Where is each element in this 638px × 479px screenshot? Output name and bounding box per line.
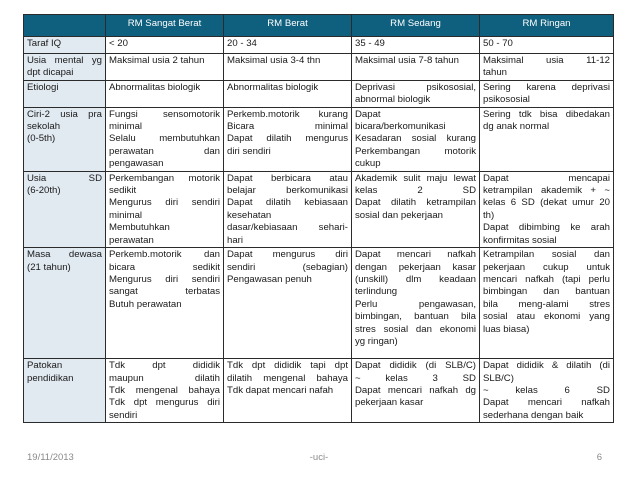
cell-rm-berat (224, 80, 352, 107)
cell-line: sosial dan pekerjaan (355, 209, 444, 221)
cell-line: sosial atau ekonomi yang (483, 311, 610, 323)
row-label (24, 171, 106, 247)
cell-line: Maksimal usia 2 tahun (109, 55, 205, 66)
cell-line: dg anak normal (483, 121, 550, 133)
header-rm-berat: RM Berat (224, 15, 352, 37)
table-row (24, 107, 614, 171)
cell-line: dengan pekerjaan kasar (355, 261, 476, 273)
cell-line: sekolah (27, 121, 61, 133)
cell-rm-sangat-berat (106, 107, 224, 171)
cell-line: perawatan dan (109, 145, 220, 157)
cell-line: Maksimal usia 7-8 tahun (355, 55, 459, 66)
row-label (24, 359, 106, 423)
cell-line: Dapat dididik & dilatih (di (483, 360, 610, 372)
cell-line: Dapat mencari nafkah (483, 397, 610, 409)
cell-line: 35 - 49 (355, 38, 385, 49)
cell-line: Ketrampilan sosial dan (483, 249, 610, 261)
cell-line: Tdk dpt mengurus diri (109, 397, 220, 409)
table-row (24, 171, 614, 247)
cell-rm-sedang (352, 80, 480, 107)
cell-line: minimal (109, 209, 143, 221)
cell-line: 50 - 70 (483, 38, 513, 49)
cell-rm-sangat-berat (106, 248, 224, 359)
cell-line: Perkembangan motorik (355, 145, 476, 157)
cell-line: dilatih mengenal bahaya (227, 372, 348, 384)
cell-line: hari (227, 234, 243, 246)
cell-line: Butuh perawatan (109, 298, 182, 310)
cell-line: Sering tdk bisa dibedakan (483, 108, 610, 120)
row-label (24, 107, 106, 171)
table-row (24, 54, 614, 81)
row-label (24, 80, 106, 107)
cell-line: Perkemb.motorik dan (109, 249, 220, 261)
cell-line: Dapat dilatih ketrampilan (355, 197, 476, 209)
cell-line: kelas 2 SD (355, 185, 476, 197)
cell-line: (0-5th) (27, 133, 56, 145)
cell-line: pendidikan (27, 372, 74, 384)
cell-line: Tdk dpt dididik (109, 360, 220, 372)
cell-line: Masa dewasa (27, 249, 102, 261)
cell-line: 20 - 34 (227, 38, 257, 49)
cell-line: Maksimal usia 11-12 (483, 55, 610, 66)
cell-line: Dapat mencari nafkah (355, 249, 476, 261)
cell-line: sederhana dengan baik (483, 409, 584, 421)
cell-rm-sedang (352, 171, 480, 247)
cell-line: sendiri (sebagian) (227, 261, 348, 273)
cell-rm-sedang (352, 54, 480, 81)
footer-date: 19/11/2013 (27, 452, 74, 463)
cell-line: pekerjaan kasar (355, 397, 424, 409)
table-row (24, 359, 614, 423)
cell-line: pekerjaan cukup untuk (483, 261, 610, 273)
cell-line: SLB/C) (483, 372, 514, 384)
cell-line: tahun (483, 67, 508, 79)
cell-rm-ringan (480, 37, 614, 54)
cell-rm-berat (224, 171, 352, 247)
cell-line: Tdk dapat mencari nafah (227, 384, 334, 396)
cell-line: Kesadaran sosial kurang (355, 133, 476, 145)
cell-line: dasar/kebiasaan sehari- (227, 222, 348, 234)
cell-line: bicara sedikit (109, 261, 220, 273)
cell-rm-berat (224, 107, 352, 171)
cell-line: perawatan (109, 234, 154, 246)
cell-rm-berat (224, 37, 352, 54)
cell-line: (6-20th) (27, 185, 61, 197)
cell-line: luas biasa) (483, 323, 530, 335)
cell-line: pengawasan (109, 158, 164, 170)
cell-line: Dapat dilatih kebiasaan (227, 197, 348, 209)
cell-line: Mengurus diri sendiri (109, 273, 220, 285)
cell-line: maupun dilatih (109, 372, 220, 384)
cell-line: kelas 6 SD (dekat umur 20 (483, 197, 610, 209)
cell-line: Perlu pengawasan, (355, 298, 476, 310)
cell-line: Deprivasi psikososial, (355, 81, 476, 93)
cell-rm-sedang (352, 248, 480, 359)
cell-line: ~ kelas 6 SD (483, 384, 610, 396)
header-corner (24, 15, 106, 37)
cell-rm-ringan (480, 171, 614, 247)
cell-rm-ringan (480, 248, 614, 359)
cell-line: minimal (109, 121, 143, 133)
cell-line: Dapat dibimbing ke arah (483, 222, 610, 234)
cell-line: th) (483, 209, 495, 221)
cell-line: terlindung (355, 286, 398, 298)
cell-line: Dapat berbicara atau (227, 172, 348, 184)
cell-rm-sangat-berat (106, 37, 224, 54)
cell-line: sendiri (109, 409, 138, 421)
cell-line: Membutuhkan (109, 222, 170, 234)
cell-rm-ringan (480, 80, 614, 107)
cell-line: Tdk mengenal bahaya (109, 384, 220, 396)
cell-line: stres sosial dan ekonomi (355, 323, 476, 335)
cell-line: (unskill) dlm keadaan (355, 273, 476, 285)
cell-rm-sedang (352, 107, 480, 171)
cell-rm-sangat-berat (106, 359, 224, 423)
cell-line: Sering karena deprivasi (483, 81, 610, 93)
cell-line: bila meng-alami stres (483, 298, 610, 310)
cell-rm-berat (224, 54, 352, 81)
row-label (24, 54, 106, 81)
cell-rm-sangat-berat (106, 80, 224, 107)
cell-line: Mengurus diri sendiri (109, 197, 220, 209)
cell-line: mencari nafkah (tapi perlu (483, 273, 610, 285)
cell-line: sedikit (109, 185, 137, 197)
cell-rm-sedang (352, 37, 480, 54)
cell-line: Dapat mencari nafkah dg (355, 384, 476, 396)
cell-line: Perkembangan motorik (109, 172, 220, 184)
cell-line: Tdk dpt dididik tapi dpt (227, 360, 348, 372)
slide-footer (0, 452, 638, 468)
cell-line: abnormal biologik (355, 94, 431, 106)
table-row (24, 248, 614, 359)
cell-line: Patokan (27, 360, 63, 372)
table-header-row (24, 15, 614, 37)
cell-rm-ringan (480, 107, 614, 171)
cell-line: sangat terbatas (109, 286, 220, 298)
cell-line: Etiologi (27, 81, 59, 93)
cell-line: Abnormalitas biologik (109, 81, 201, 93)
cell-rm-sangat-berat (106, 54, 224, 81)
cell-line: kesehatan (227, 209, 272, 221)
cell-line: Dapat dididik (di SLB/C) (355, 360, 476, 372)
cell-line: Fungsi sensomotorik (109, 108, 220, 120)
cell-line: Usia SD (27, 172, 102, 184)
cell-line: konfirmitas sosial (483, 234, 557, 246)
comparison-table (23, 14, 614, 423)
cell-line: ~ kelas 3 SD (355, 372, 476, 384)
cell-line: psikososial (483, 94, 530, 106)
header-rm-sedang: RM Sedang (352, 15, 480, 37)
cell-line: (21 tahun) (27, 261, 71, 273)
header-rm-sangat-berat: RM Sangat Berat (106, 15, 224, 37)
cell-rm-sedang (352, 359, 480, 423)
cell-line: diri sendiri (227, 145, 271, 157)
cell-line: Maksimal usia 3-4 thn (227, 55, 321, 66)
cell-line: bimbingan dan bantuan (483, 286, 610, 298)
row-label (24, 37, 106, 54)
cell-line: Taraf IQ (27, 38, 62, 49)
table-row (24, 37, 614, 54)
cell-rm-berat (224, 248, 352, 359)
cell-line: Ciri-2 usia pra (27, 108, 102, 120)
table-body (24, 37, 614, 423)
cell-line: Akademik sulit maju lewat (355, 172, 476, 184)
cell-line: bicara/berkomunikasi (355, 121, 446, 133)
cell-line: ketrampilan akademik + ~ (483, 185, 610, 197)
cell-line: bimbingan, bantuan bila (355, 311, 476, 323)
row-label (24, 248, 106, 359)
cell-line: yg ringan) (355, 335, 398, 347)
cell-line: Dapat (355, 108, 381, 120)
cell-rm-sangat-berat (106, 171, 224, 247)
cell-line: Abnormalitas biologik (227, 81, 319, 93)
cell-line: Selalu membutuhkan (109, 133, 220, 145)
cell-line: belajar berkomunikasi (227, 185, 348, 197)
cell-line: Bicara minimal (227, 121, 348, 133)
cell-line: Dapat dilatih mengurus (227, 133, 348, 145)
cell-line: Pengawasan penuh (227, 273, 312, 285)
cell-rm-ringan (480, 54, 614, 81)
cell-line: dpt dicapai (27, 67, 74, 79)
cell-line: cukup (355, 158, 381, 170)
cell-line: Dapat mengurus diri (227, 249, 348, 261)
footer-author: -uci- (309, 452, 329, 463)
header-rm-ringan: RM Ringan (480, 15, 614, 37)
cell-line: < 20 (109, 38, 128, 49)
cell-line: Dapat mencapai (483, 172, 610, 184)
page-number: 6 (596, 452, 602, 463)
cell-line: Perkemb.motorik kurang (227, 108, 348, 120)
cell-rm-berat (224, 359, 352, 423)
cell-line: Usia mental yg (27, 55, 102, 66)
cell-rm-ringan (480, 359, 614, 423)
table-row (24, 80, 614, 107)
